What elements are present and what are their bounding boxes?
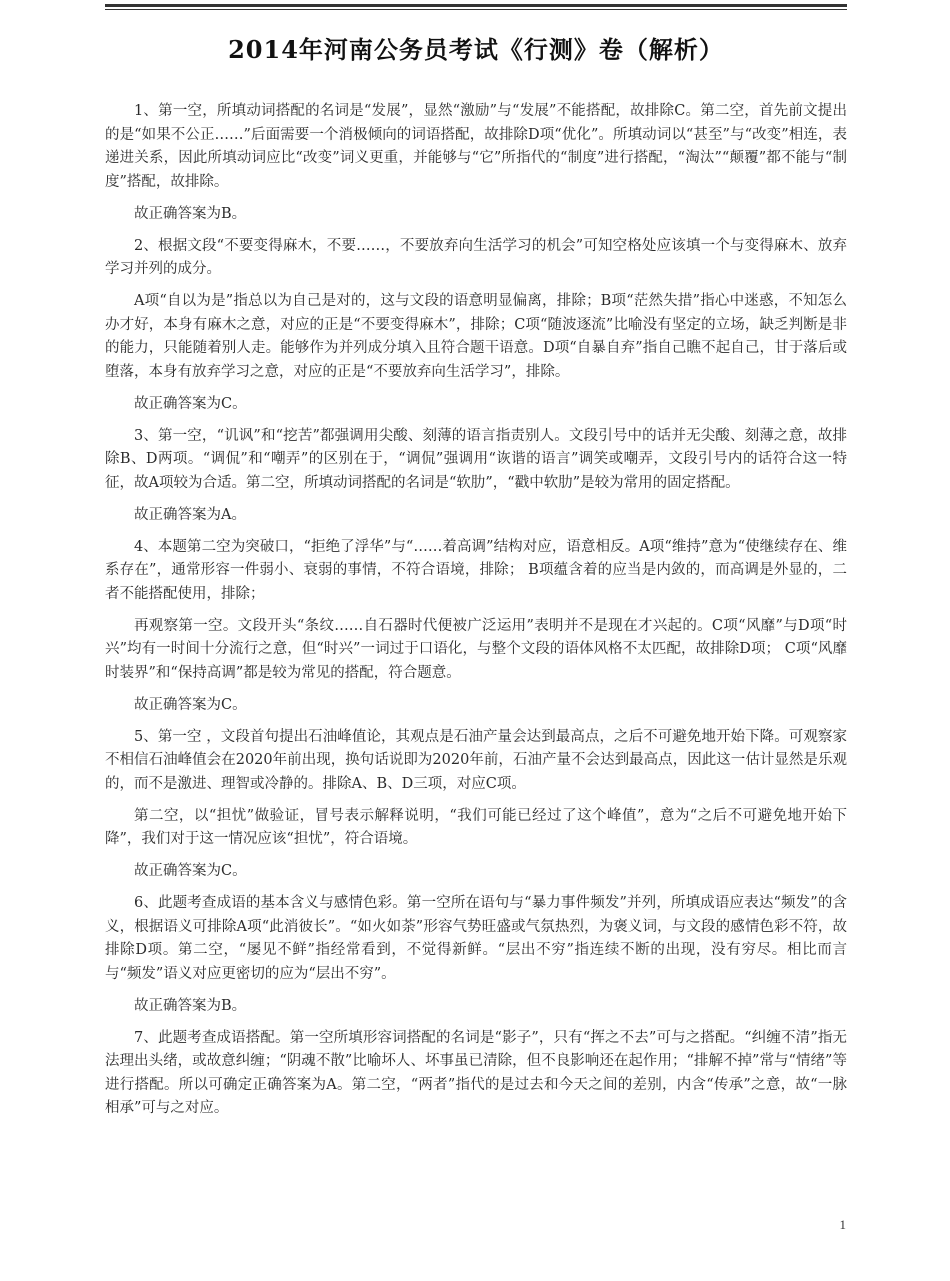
page-number: 1 — [839, 1217, 846, 1232]
paragraph-q4-analysis: 4、本题第二空为突破口，“拒绝了浮华”与“……着高调”结构对应，语意相反。A项“维持”意为“使继续存在、维系存在”，通常形容一件弱小、衰弱的事情，不符合语境，排除； B项蕴含着的应当是内敛的，而高调是外显的，二者不能搭配使用，排除； — [105, 538, 847, 602]
paragraph-q1-answer: 故正确答案为B。 — [134, 205, 247, 222]
header-rule-thin — [105, 9, 847, 10]
page-title: 2014年河南公务员考试《行测》卷（解析） — [228, 35, 724, 64]
paragraph-q3-analysis: 3、第一空，“讥讽”和“挖苦”都强调用尖酸、刻薄的语言指责别人。文段引号中的话并无尖酸、刻薄之意，故排除B、D两项。“调侃”和“嘲弄”的区别在于，“调侃”强调用“诙谐的语言”调笑或嘲弄，文段引号内的话符合这一特征，故A项较为合适。第二空，所填动词搭配的名词是“软肋”，“戳中软肋”是较为常用的固定搭配。 — [105, 427, 847, 491]
paragraph-q6-answer: 故正确答案为B。 — [134, 997, 247, 1014]
paragraph-q7-analysis: 7、此题考查成语搭配。第一空所填形容词搭配的名词是“影子”，只有“挥之不去”可与之搭配。“纠缠不清”指无法理出头绪，或故意纠缠；“阴魂不散”比喻坏人、坏事虽已清除，但不良影响还在起作用；“排解不掉”常与“情绪”等进行搭配。所以可确定正确答案为A。第二空，“两者”指代的是过去和今天之间的差别，内含“传承”之意，故“一脉相承”可与之对应。 — [105, 1029, 847, 1116]
paragraph-q3-answer: 故正确答案为A。 — [134, 506, 246, 523]
paragraph-q5-answer: 故正确答案为C。 — [134, 863, 247, 879]
paragraph-q1-analysis: 1、第一空，所填动词搭配的名词是“发展”，显然“激励”与“发展”不能搭配，故排除C。第二空，首先前文提出的是“如果不公正……”后面需要一个消极倾向的词语搭配，故排除D项“优化”。所填动词以“甚至”与“改变”相连，表递进关系，因此所填动词应比“改变”词义更重，并能够与“它”所指代的“制度”进行搭配，“淘汰”“颠覆”都不能与“制度”搭配，故排除。 — [105, 103, 847, 190]
paragraph-q2-options: A项“自以为是”指总以为自己是对的，这与文段的语意明显偏离，排除；B项“茫然失措”指心中迷惑，不知怎么办才好，本身有麻木之意，对应的正是“不要变得麻木”，排除；C项“随波逐流”比喻没有坚定的立场，缺乏判断是非的能力，只能随着别人走。能够作为并列成分填入且符合题干语意。D项“自暴自弃”指自己瞧不起自己，甘于落后或堕落，本身有放弃学习之意，对应的正是“不要放弃向生活学习”，排除。 — [105, 293, 847, 380]
paragraph-q4-answer: 故正确答案为C。 — [134, 696, 247, 713]
document-body — [105, 100, 847, 1129]
paragraph-q2-analysis: 2、根据文段“不要变得麻木，不要……，不要放弃向生活学习的机会”可知空格处应该填一个与变得麻木、放弃学习并列的成分。 — [105, 237, 847, 277]
paragraph-q5-analysis: 5、第一空 ，文段首句提出石油峰值论，其观点是石油产量会达到最高点，之后不可避免地开始下降。可观察家不相信石油峰值会在2020年前出现，换句话说即为2020年前，石油产量不会达到最高点，因此这一估计显然是乐观的，而不是激进、理智或冷静的。排除A、B、D三项，对应C项。 — [105, 728, 847, 792]
header-rule-thick — [105, 4, 847, 7]
paragraph-q4-continued: 再观察第一空。文段开头“条纹……自石器时代便被广泛运用”表明并不是现在才兴起的。C项“风靡”与D项“时兴”均有一时间十分流行之意，但“时兴”一词过于口语化，与整个文段的语体风格不太匹配，故排除D项； C项“风靡时装界”和“保持高调”都是较为常见的搭配，符合题意。 — [105, 617, 847, 681]
paragraph-q6-analysis: 6、此题考查成语的基本含义与感情色彩。第一空所在语句与“暴力事件频发”并列，所填成语应表达“频发”的含义，根据语义可排除A项“此消彼长”。“如火如荼”形容气势旺盛或气氛热烈，为褒义词，与文段的感情色彩不符，故排除D项。第二空，“屡见不鲜”指经常看到，不觉得新鲜。“层出不穷”指连续不断的出现，没有穷尽。相比而言与“频发”语义对应更密切的应为“层出不穷”。 — [105, 895, 847, 982]
paragraph-q2-answer: 故正确答案为C。 — [134, 395, 247, 412]
paragraph-q5-continued: 第二空，以“担忧”做验证，冒号表示解释说明，“我们可能已经过了这个峰值”，意为“之后不可避免地开始下降”，我们对于这一情况应该“担忧”，符合语境。 — [105, 807, 847, 847]
